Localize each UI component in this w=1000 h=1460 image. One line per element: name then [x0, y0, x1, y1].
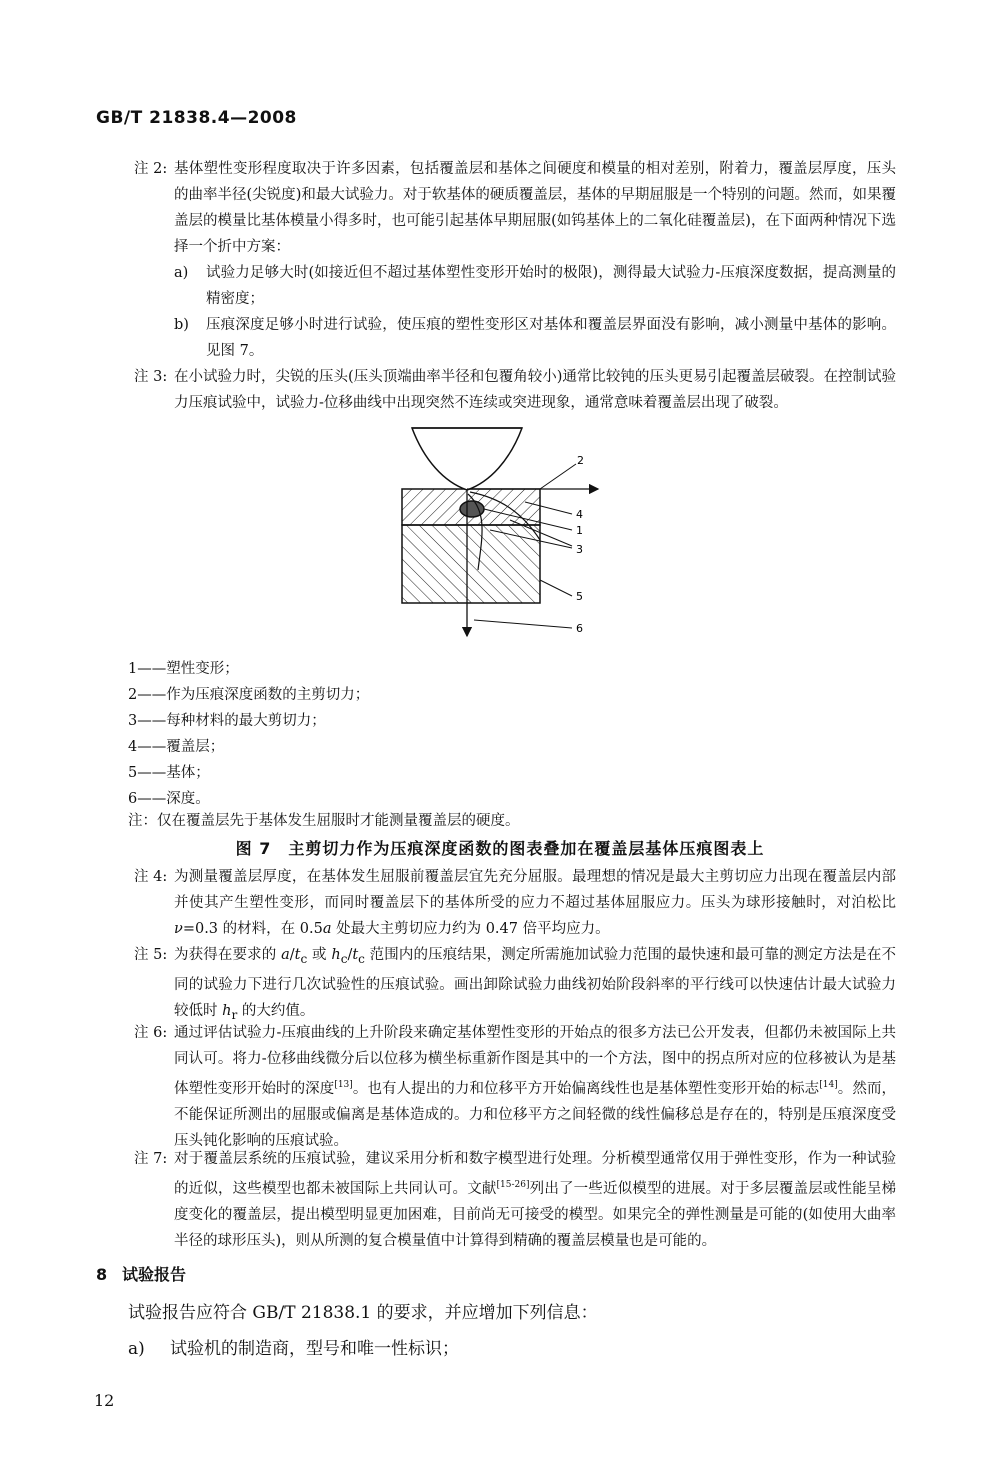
- figure-legend: [128, 656, 369, 812]
- indenter: [412, 428, 522, 490]
- legend-item: 2——作为压痕深度函数的主剪切力；: [128, 687, 370, 703]
- item-label: a): [174, 265, 189, 281]
- item-label: b): [174, 317, 189, 333]
- callout-6: 6: [576, 622, 583, 635]
- section-paragraph: 试验报告应符合 GB/T 21838.1 的要求，并应增加下列信息：: [128, 1303, 598, 1323]
- note-text: 为测量覆盖层厚度，在基体发生屈服前覆盖层宜先充分屈服。最理想的情况是最大主剪切应力出现在覆盖层内部并使其产生塑性变形，而同时覆盖层下的基体所受的应力不超过基体屈服应力。压头为球形接触时，对泊松比 ν=0.3 的材料，在 0.5a 处最大主剪切应力约为 0.47 倍平均应力。: [174, 869, 896, 937]
- figure-7-diagram: [390, 420, 630, 642]
- item-text: 试验力足够大时(如接近但不超过基体塑性变形开始时的极限)，测得最大试验力-压痕深度数据，提高测量的精密度；: [206, 265, 896, 307]
- note-label: 注 6:: [134, 1025, 168, 1041]
- note-3: [134, 364, 896, 416]
- note-label: 注 7:: [134, 1151, 168, 1167]
- legend-item: 1——塑性变形；: [128, 661, 239, 677]
- item-text: 压痕深度足够小时进行试验，使压痕的塑性变形区对基体和覆盖层界面没有影响，减小测量中基体的影响。见图 7。: [206, 317, 896, 359]
- note-text: 在小试验力时，尖锐的压头(压头顶端曲率半径和包覆角较小)通常比较钝的压头更易引起覆盖层破裂。在控制试验力压痕试验中，试验力-位移曲线中出现突然不连续或突进现象，通常意味着覆盖层出现了破裂。: [174, 369, 896, 411]
- callout-1: 1: [576, 524, 583, 537]
- legend-item: 4——覆盖层；: [128, 739, 225, 755]
- note-2-item-b: [174, 312, 896, 364]
- item-text: 试验机的制造商，型号和唯一性标识；: [170, 1339, 459, 1359]
- note-text: 对于覆盖层系统的压痕试验，建议采用分析和数字模型进行处理。分析模型通常仅用于弹性变形，作为一种试验的近似，这些模型也都未被国际上共同认可。文献[15-26]列出了一些近似模型的进展。对于多层覆盖层或性能呈梯度变化的覆盖层，提出模型明显更加困难，目前尚无可接受的模型。如果完全的弹性测量是可能的(如使用大曲率半径的球形压头)，则从所测的复合模量值中计算得到精确的覆盖层模量也是可能的。: [174, 1151, 897, 1249]
- note-label: 注 3:: [134, 369, 168, 385]
- note-label: 注 2:: [134, 161, 168, 177]
- note-5: [134, 942, 896, 1028]
- note-text: 通过评估试验力-压痕曲线的上升阶段来确定基体塑性变形的开始点的很多方法已公开发表，但都仍未被国际上共同认可。将力-位移曲线微分后以位移为横坐标重新作图是其中的一个方法，图中的拐点所对应的位移被认为是基体塑性变形开始时的深度[13]。也有人提出的力和位移平方开始偏离线性也是基体塑性变形开始的标志[14]。然而，不能保证所测出的屈服或偏离是基体造成的。力和位移平方之间轻微的线性偏移总是存在的，特别是压痕深度受压头钝化影响的压痕试验。: [174, 1025, 897, 1149]
- legend-item: 3——每种材料的最大剪切力；: [128, 713, 326, 729]
- note-text: 基体塑性变形程度取决于许多因素，包括覆盖层和基体之间硬度和模量的相对差别，附着力，覆盖层厚度，压头的曲率半径(尖锐度)和最大试验力。对于软基体的硬质覆盖层，基体的早期屈服是一个特别的问题。然而，如果覆盖层的模量比基体模量小得多时，也可能引起基体早期屈服(如钨基体上的二氧化硅覆盖层)，在下面两种情况下选择一个折中方案：: [174, 161, 896, 255]
- note-2: [134, 156, 896, 260]
- note-6: [134, 1020, 896, 1154]
- section-title: 试验报告: [122, 1265, 187, 1284]
- note-label: 注 4:: [134, 869, 168, 885]
- figure-note: 注：仅在覆盖层先于基体发生屈服时才能测量覆盖层的硬度。: [128, 813, 520, 829]
- note-7: [134, 1146, 896, 1254]
- section-heading: [96, 1262, 186, 1285]
- figure-caption: 图 7 主剪切力作为压痕深度函数的图表叠加在覆盖层基体压痕图表上: [235, 839, 765, 858]
- callout-2: 2: [577, 454, 584, 467]
- section-list-item: [128, 1334, 459, 1359]
- callout-4: 4: [576, 508, 583, 521]
- item-label: a): [128, 1339, 145, 1359]
- note-label: 注 5:: [134, 947, 168, 963]
- note-4: [134, 864, 896, 942]
- page-number: 12: [94, 1391, 115, 1410]
- callout-3: 3: [576, 543, 583, 556]
- callout-5: 5: [576, 590, 583, 603]
- section-number: 8: [96, 1265, 108, 1284]
- standard-code: GB/T 21838.4—2008: [96, 108, 297, 128]
- note-2-item-a: [174, 260, 896, 312]
- legend-item: 6——深度。: [128, 791, 210, 807]
- note-text: 为获得在要求的 $a/t_c$ 或 $h_c/t_c$ 范围内的压痕结果，测定所需施加试验力范围的最快速和最可靠的测定方法是在不同的试验力下进行几次试验性的压痕试验。画出卸除试验力曲线初始阶段斜率的平行线可以快速估计最大试验力较低时 $h_r$ 的大约值。: [174, 947, 897, 1022]
- legend-item: 5——基体；: [128, 765, 210, 781]
